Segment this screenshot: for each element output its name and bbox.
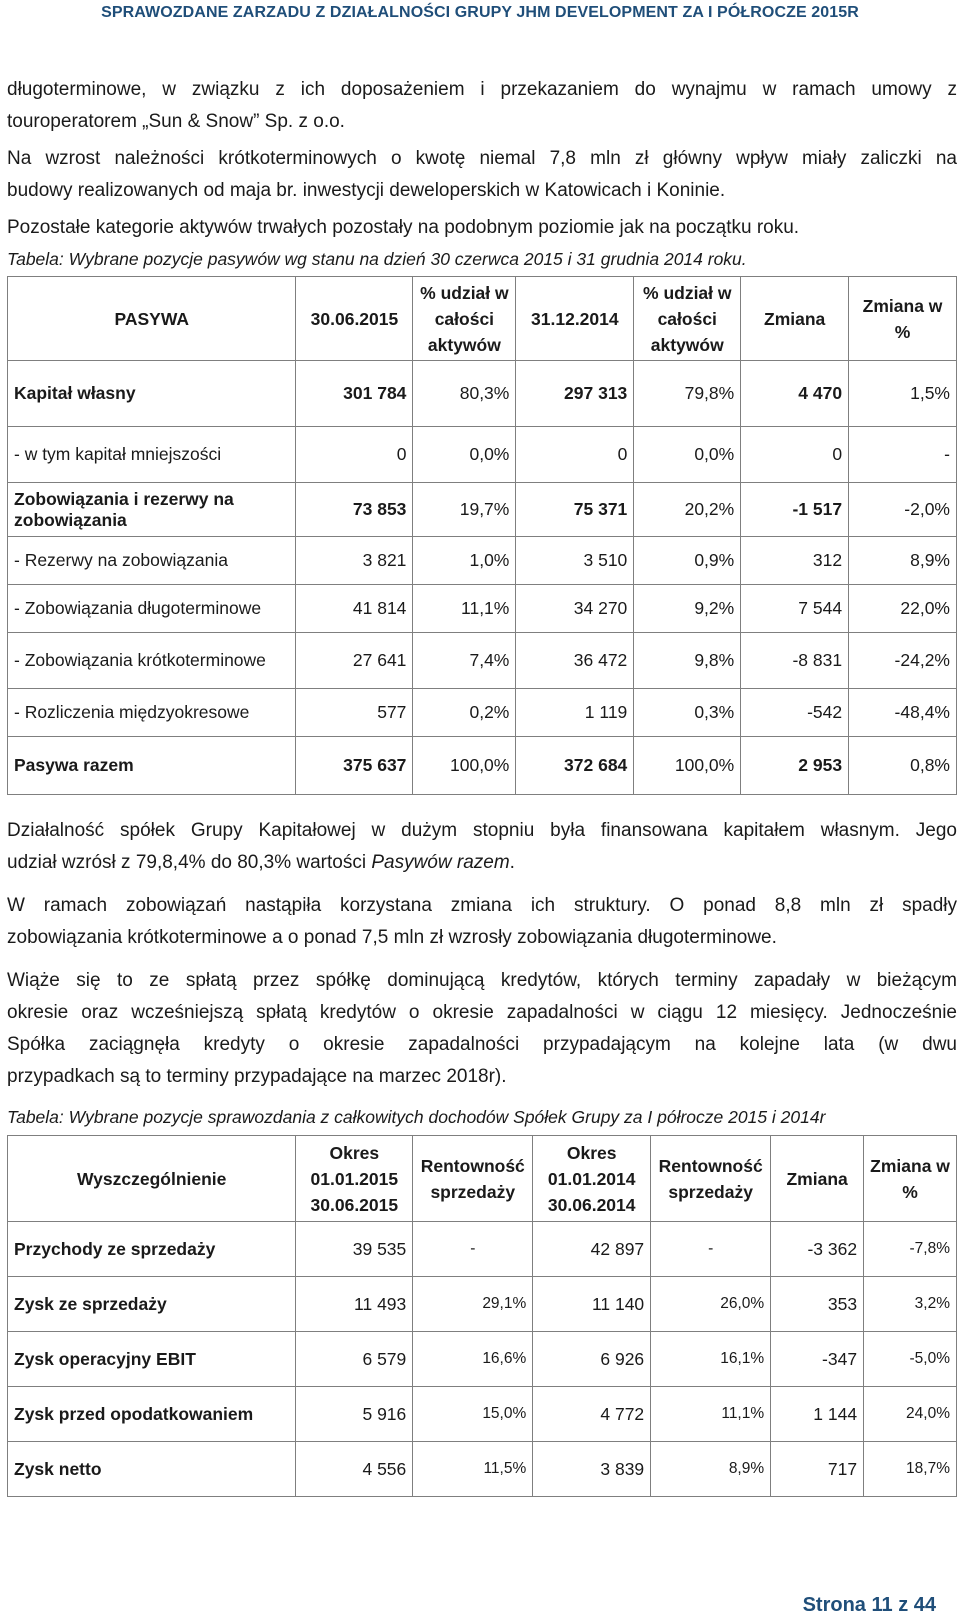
col-header-item: Wyszczególnienie [8,1136,296,1222]
cell-v2: 36 472 [516,633,634,689]
cell-v2: 3 839 [533,1442,651,1497]
table-row [8,1222,957,1277]
cell-v1: 4 556 [296,1442,413,1497]
cell-p1: 100,0% [413,737,516,795]
paragraph-1-line-2: touroperatorem „Sun & Snow” Sp. z o.o. [7,111,345,132]
table-row [8,1387,957,1442]
paragraph-1-line-1: długoterminowe, w związku z ich doposażeniem i przekazaniem do wynajmu w ramach umowy z [7,79,957,100]
col-header-share-2015: % udział w całości aktywów [413,277,516,361]
cell-chp: -7,8% [864,1222,957,1277]
table-row [8,537,957,585]
cell-v1: 301 784 [296,361,413,427]
cell-ch: 312 [741,537,849,585]
col-header-date-2015: 30.06.2015 [296,277,413,361]
cell-p2: 79,8% [634,361,741,427]
cell-chp: 22,0% [849,585,957,633]
cell-v1: 3 821 [296,537,413,585]
table-2-caption: Tabela: Wybrane pozycje sprawozdania z całkowitych dochodów Spółek Grupy za I półrocze 2015 i 2014r [7,1107,826,1127]
cell-p2: 0,3% [634,689,741,737]
cell-v2: 372 684 [516,737,634,795]
table-row [8,1277,957,1332]
col-header-period-2015: Okres 01.01.2015 30.06.2015 [296,1136,413,1222]
cell-label: Pasywa razem [8,737,296,795]
document-header: SPRAWOZDANE ZARZADU Z DZIAŁALNOŚCI GRUPY JHM DEVELOPMENT ZA I PÓŁROCZE 2015R [101,4,859,21]
cell-chp: -24,2% [849,633,957,689]
cell-p1: 19,7% [413,483,516,537]
col-header-period-2014: Okres 01.01.2014 30.06.2014 [533,1136,651,1222]
paragraph-6-line-4: przypadkach są to terminy przypadające na marzec 2018r). [7,1066,507,1087]
cell-p2: 8,9% [651,1442,771,1497]
cell-v1: 41 814 [296,585,413,633]
col-header-share-2014: % udział w całości aktywów [634,277,741,361]
table-1-header-row [8,277,957,361]
col-header-change: Zmiana [771,1136,864,1222]
paragraph-4-text: udział wzrósł z 79,8,4% do 80,3% wartości [7,852,372,873]
liabilities-table [7,276,957,795]
col-header-pasywa: PASYWA [8,277,296,361]
cell-v2: 34 270 [516,585,634,633]
cell-v2: 1 119 [516,689,634,737]
col-header-change: Zmiana [741,277,849,361]
cell-p2: 20,2% [634,483,741,537]
paragraph-6-line-1: Wiąże się to ze spłatą przez spółkę dominującą kredytów, których terminy zapadały w bieżącym [7,970,957,991]
cell-chp: 18,7% [864,1442,957,1497]
cell-ch: 2 953 [741,737,849,795]
cell-chp: -2,0% [849,483,957,537]
cell-p1: 11,5% [413,1442,533,1497]
cell-v1: 11 493 [296,1277,413,1332]
cell-ch: -3 362 [771,1222,864,1277]
table-row [8,633,957,689]
cell-v2: 4 772 [533,1387,651,1442]
table-row [8,361,957,427]
table-1-body [8,361,957,795]
cell-p1: - [413,1222,533,1277]
cell-v1: 0 [296,427,413,483]
table-row [8,737,957,795]
cell-v2: 297 313 [516,361,634,427]
cell-label: Zysk operacyjny EBIT [8,1332,296,1387]
table-row [8,483,957,537]
paragraph-3: Pozostałe kategorie aktywów trwałych pozostały na podobnym poziomie jak na początku roku. [7,217,800,238]
cell-v2: 11 140 [533,1277,651,1332]
page-body [7,74,957,1497]
cell-label: - Zobowiązania długoterminowe [8,585,296,633]
paragraph-6-line-2: okresie oraz wcześniejszą spłatą kredytów o okresie zapadalności w ciągu 12 miesięcy. Jednocześnie [7,1002,957,1023]
table-row [8,1442,957,1497]
table-2-body [8,1222,957,1497]
cell-chp: - [849,427,957,483]
cell-label: - Rozliczenia międzyokresowe [8,689,296,737]
cell-p1: 1,0% [413,537,516,585]
col-header-margin-2014: Rentowność sprzedaży [651,1136,771,1222]
table-2-header-row [8,1136,957,1222]
cell-v1: 73 853 [296,483,413,537]
cell-v2: 75 371 [516,483,634,537]
cell-v2: 0 [516,427,634,483]
cell-v1: 375 637 [296,737,413,795]
paragraph-5-line-1: W ramach zobowiązań nastąpiła korzystana zmiana ich struktury. O ponad 8,8 mln zł spadły [7,895,957,916]
cell-p1: 0,0% [413,427,516,483]
cell-p2: 100,0% [634,737,741,795]
cell-ch: -8 831 [741,633,849,689]
cell-p2: 9,8% [634,633,741,689]
cell-p1: 11,1% [413,585,516,633]
col-header-date-2014: 31.12.2014 [516,277,634,361]
cell-v1: 39 535 [296,1222,413,1277]
cell-label: Zysk netto [8,1442,296,1497]
cell-label: Zysk przed opodatkowaniem [8,1387,296,1442]
cell-v1: 6 579 [296,1332,413,1387]
paragraph-4-line-1: Działalność spółek Grupy Kapitałowej w dużym stopniu była finansowana kapitałem własnym. Jego [7,820,957,841]
cell-label: Zysk ze sprzedaży [8,1277,296,1332]
cell-v2: 6 926 [533,1332,651,1387]
cell-ch: 717 [771,1442,864,1497]
cell-v2: 42 897 [533,1222,651,1277]
cell-p1: 80,3% [413,361,516,427]
cell-p1: 7,4% [413,633,516,689]
cell-label: - Zobowiązania krótkoterminowe [8,633,296,689]
paragraph-2-line-2: budowy realizowanych od maja br. inwestycji deweloperskich w Katowicach i Koninie. [7,180,726,201]
table-row [8,689,957,737]
cell-p1: 0,2% [413,689,516,737]
cell-p2: 16,1% [651,1332,771,1387]
col-header-change-percent: Zmiana w % [849,277,957,361]
paragraph-4-italic: Pasywów razem [371,852,510,873]
cell-label: Kapitał własny [8,361,296,427]
table-row [8,585,957,633]
cell-p2: 26,0% [651,1277,771,1332]
cell-p1: 16,6% [413,1332,533,1387]
cell-p1: 15,0% [413,1387,533,1442]
cell-chp: -48,4% [849,689,957,737]
income-table [7,1135,957,1497]
cell-ch: -542 [741,689,849,737]
cell-ch: 4 470 [741,361,849,427]
cell-p2: - [651,1222,771,1277]
cell-ch: -347 [771,1332,864,1387]
col-header-margin-2015: Rentowność sprzedaży [413,1136,533,1222]
cell-chp: -5,0% [864,1332,957,1387]
paragraph-2-line-1: Na wzrost należności krótkoterminowych o kwotę niemal 7,8 mln zł główny wpływ miały zaliczki na [7,148,957,169]
cell-p2: 9,2% [634,585,741,633]
cell-p2: 0,0% [634,427,741,483]
paragraph-6-line-3: Spółka zaciągnęła kredyty o okresie zapadalności przypadającym na kolejne lata (w dwu [7,1034,957,1055]
cell-ch: 7 544 [741,585,849,633]
paragraph-4-end: . [509,852,515,873]
cell-chp: 24,0% [864,1387,957,1442]
cell-p2: 0,9% [634,537,741,585]
paragraph-4-line-2 [7,847,957,879]
paragraph-5-line-2: zobowiązania krótkoterminowe a o ponad 7,5 mln zł wzrosły zobowiązania długoterminowe. [7,927,777,948]
cell-label: - Rezerwy na zobowiązania [8,537,296,585]
cell-chp: 0,8% [849,737,957,795]
cell-label: - w tym kapitał mniejszości [8,427,296,483]
cell-label: Zobowiązania i rezerwy na zobowiązania [8,483,296,537]
cell-v1: 5 916 [296,1387,413,1442]
cell-ch: 0 [741,427,849,483]
cell-chp: 1,5% [849,361,957,427]
cell-ch: -1 517 [741,483,849,537]
cell-p2: 11,1% [651,1387,771,1442]
cell-p1: 29,1% [413,1277,533,1332]
cell-v1: 27 641 [296,633,413,689]
table-row [8,1332,957,1387]
cell-chp: 3,2% [864,1277,957,1332]
cell-v1: 577 [296,689,413,737]
cell-chp: 8,9% [849,537,957,585]
table-row [8,427,957,483]
col-header-change-percent: Zmiana w % [864,1136,957,1222]
cell-label: Przychody ze sprzedaży [8,1222,296,1277]
page-number: Strona 11 z 44 [802,1594,936,1616]
cell-v2: 3 510 [516,537,634,585]
table-1-caption: Tabela: Wybrane pozycje pasywów wg stanu na dzień 30 czerwca 2015 i 31 grudnia 2014 roku. [7,249,747,269]
cell-ch: 353 [771,1277,864,1332]
cell-ch: 1 144 [771,1387,864,1442]
